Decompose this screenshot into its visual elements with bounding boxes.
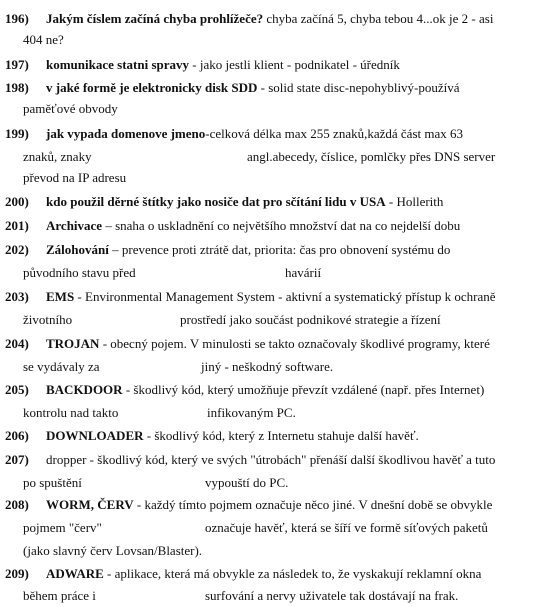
- item-number: 200): [5, 194, 29, 209]
- item-continuation: se vydávaly za: [23, 359, 100, 374]
- item-term: ADWARE: [46, 566, 104, 581]
- item-continuation: (jako slavný červ Lovsan/Blaster).: [23, 543, 203, 558]
- item-number: 201): [5, 218, 29, 233]
- item-number: 207): [5, 452, 29, 467]
- item-number: 206): [5, 428, 29, 443]
- item-number: 197): [5, 57, 29, 72]
- item-first-line: [46, 242, 450, 258]
- item-text: - aplikace, která má obvykle za následek to, že vyskakují reklamní okna: [103, 566, 482, 581]
- item-number: 199): [5, 126, 29, 141]
- item-continuation: prostředí jako součást podnikové strategie a řízení: [180, 312, 441, 327]
- item-text: chyba začíná 5, chyba tebou 4...ok je 2 - asi: [263, 11, 494, 26]
- item-continuation: infikovaným PC.: [207, 405, 296, 420]
- item-continuation: havárií: [285, 265, 322, 280]
- item-first-line: [46, 57, 400, 73]
- item-continuation: angl.abecedy, číslice, pomlčky přes DNS server: [247, 149, 496, 164]
- item-number: 198): [5, 80, 29, 95]
- item-continuation: během práce i: [23, 588, 96, 603]
- item-term: WORM, ČERV: [46, 497, 134, 512]
- item-number: 204): [5, 336, 29, 351]
- item-first-line: [46, 289, 496, 305]
- item-first-line: [46, 566, 481, 582]
- item-term: v jaké formě je elektronicky disk SDD: [46, 80, 258, 95]
- item-continuation: kontrolu nad takto: [23, 405, 119, 420]
- item-text: - škodlivý kód, který z Internetu stahuje další havěť.: [143, 428, 419, 443]
- item-term: komunikace statni spravy: [46, 57, 190, 72]
- item-text: - solid state disc-nepohyblivý-používá: [257, 80, 460, 95]
- item-first-line: [46, 80, 460, 96]
- item-continuation: po spuštění: [23, 475, 82, 490]
- item-term: DOWNLOADER: [46, 428, 144, 443]
- item-text: - jako jestli klient - podnikatel - úředník: [189, 57, 400, 72]
- item-text: - Environmental Management System - aktivní a systematický přístup k ochraně: [74, 289, 496, 304]
- item-first-line: [46, 497, 492, 513]
- item-first-line: [46, 194, 443, 210]
- item-first-line: [46, 452, 495, 468]
- item-number: 209): [5, 566, 29, 581]
- item-term: EMS: [46, 289, 75, 304]
- item-continuation: vypouští do PC.: [205, 475, 289, 490]
- item-term: BACKDOOR: [46, 382, 123, 397]
- item-term: Zálohování: [46, 242, 109, 257]
- item-continuation: surfování a nervy uživatele tak dostávají na frak.: [205, 588, 459, 603]
- item-first-line: [46, 428, 419, 444]
- item-text: -celková délka max 255 znaků,každá část max 63: [205, 126, 463, 141]
- item-continuation: pojmem "červ": [23, 520, 102, 535]
- item-number: 205): [5, 382, 29, 397]
- item-first-line: [46, 336, 490, 352]
- item-continuation: označuje havěť, která se šíří ve formě síťových paketů: [205, 520, 488, 535]
- item-term: TROJAN: [46, 336, 100, 351]
- item-term: jak vypada domenove jmeno: [46, 126, 206, 141]
- item-first-line: [46, 218, 460, 234]
- item-text: - každý tímto pojmem označuje něco jiné. V dnešní době se obvykle: [133, 497, 493, 512]
- item-text: - obecný pojem. V minulosti se takto označovaly škodlivé programy, které: [99, 336, 490, 351]
- item-continuation: [23, 149, 92, 165]
- item-number: 208): [5, 497, 29, 512]
- item-text: - Hollerith: [385, 194, 444, 209]
- item-first-line: [46, 382, 484, 398]
- item-number: 202): [5, 242, 29, 257]
- item-term: kdo použil děrné štítky jako nosiče dat pro sčítání lidu v USA: [46, 194, 386, 209]
- item-continuation: jiný - neškodný software.: [201, 359, 334, 374]
- item-continuation: životního: [23, 312, 73, 327]
- item-term: Jakým číslem začíná chyba prohlížeče?: [46, 11, 264, 26]
- item-text: - škodlivý kód, který umožňuje převzít vzdálené (např. přes Internet): [122, 382, 485, 397]
- item-continuation: 404 ne?: [23, 32, 64, 47]
- item-number: 203): [5, 289, 29, 304]
- item-continuation: paměťové obvody: [23, 101, 118, 116]
- item-first-line: [46, 126, 463, 142]
- item-first-line: [46, 11, 493, 27]
- continuation-part: znaků, znaky: [23, 149, 92, 164]
- item-continuation: převod na IP adresu: [23, 170, 127, 185]
- item-continuation: původního stavu před: [23, 265, 136, 280]
- item-text: dropper - škodlivý kód, který ve svých "útrobách" přenáší další škodlivou havěť a tuto: [46, 452, 496, 467]
- item-term: Archivace: [46, 218, 103, 233]
- item-number: 196): [5, 11, 29, 26]
- item-text: – snaha o uskladnění co největšího množství dat na co nejdelší dobu: [102, 218, 461, 233]
- item-text: – prevence proti ztrátě dat, priorita: čas pro obnovení systému do: [108, 242, 451, 257]
